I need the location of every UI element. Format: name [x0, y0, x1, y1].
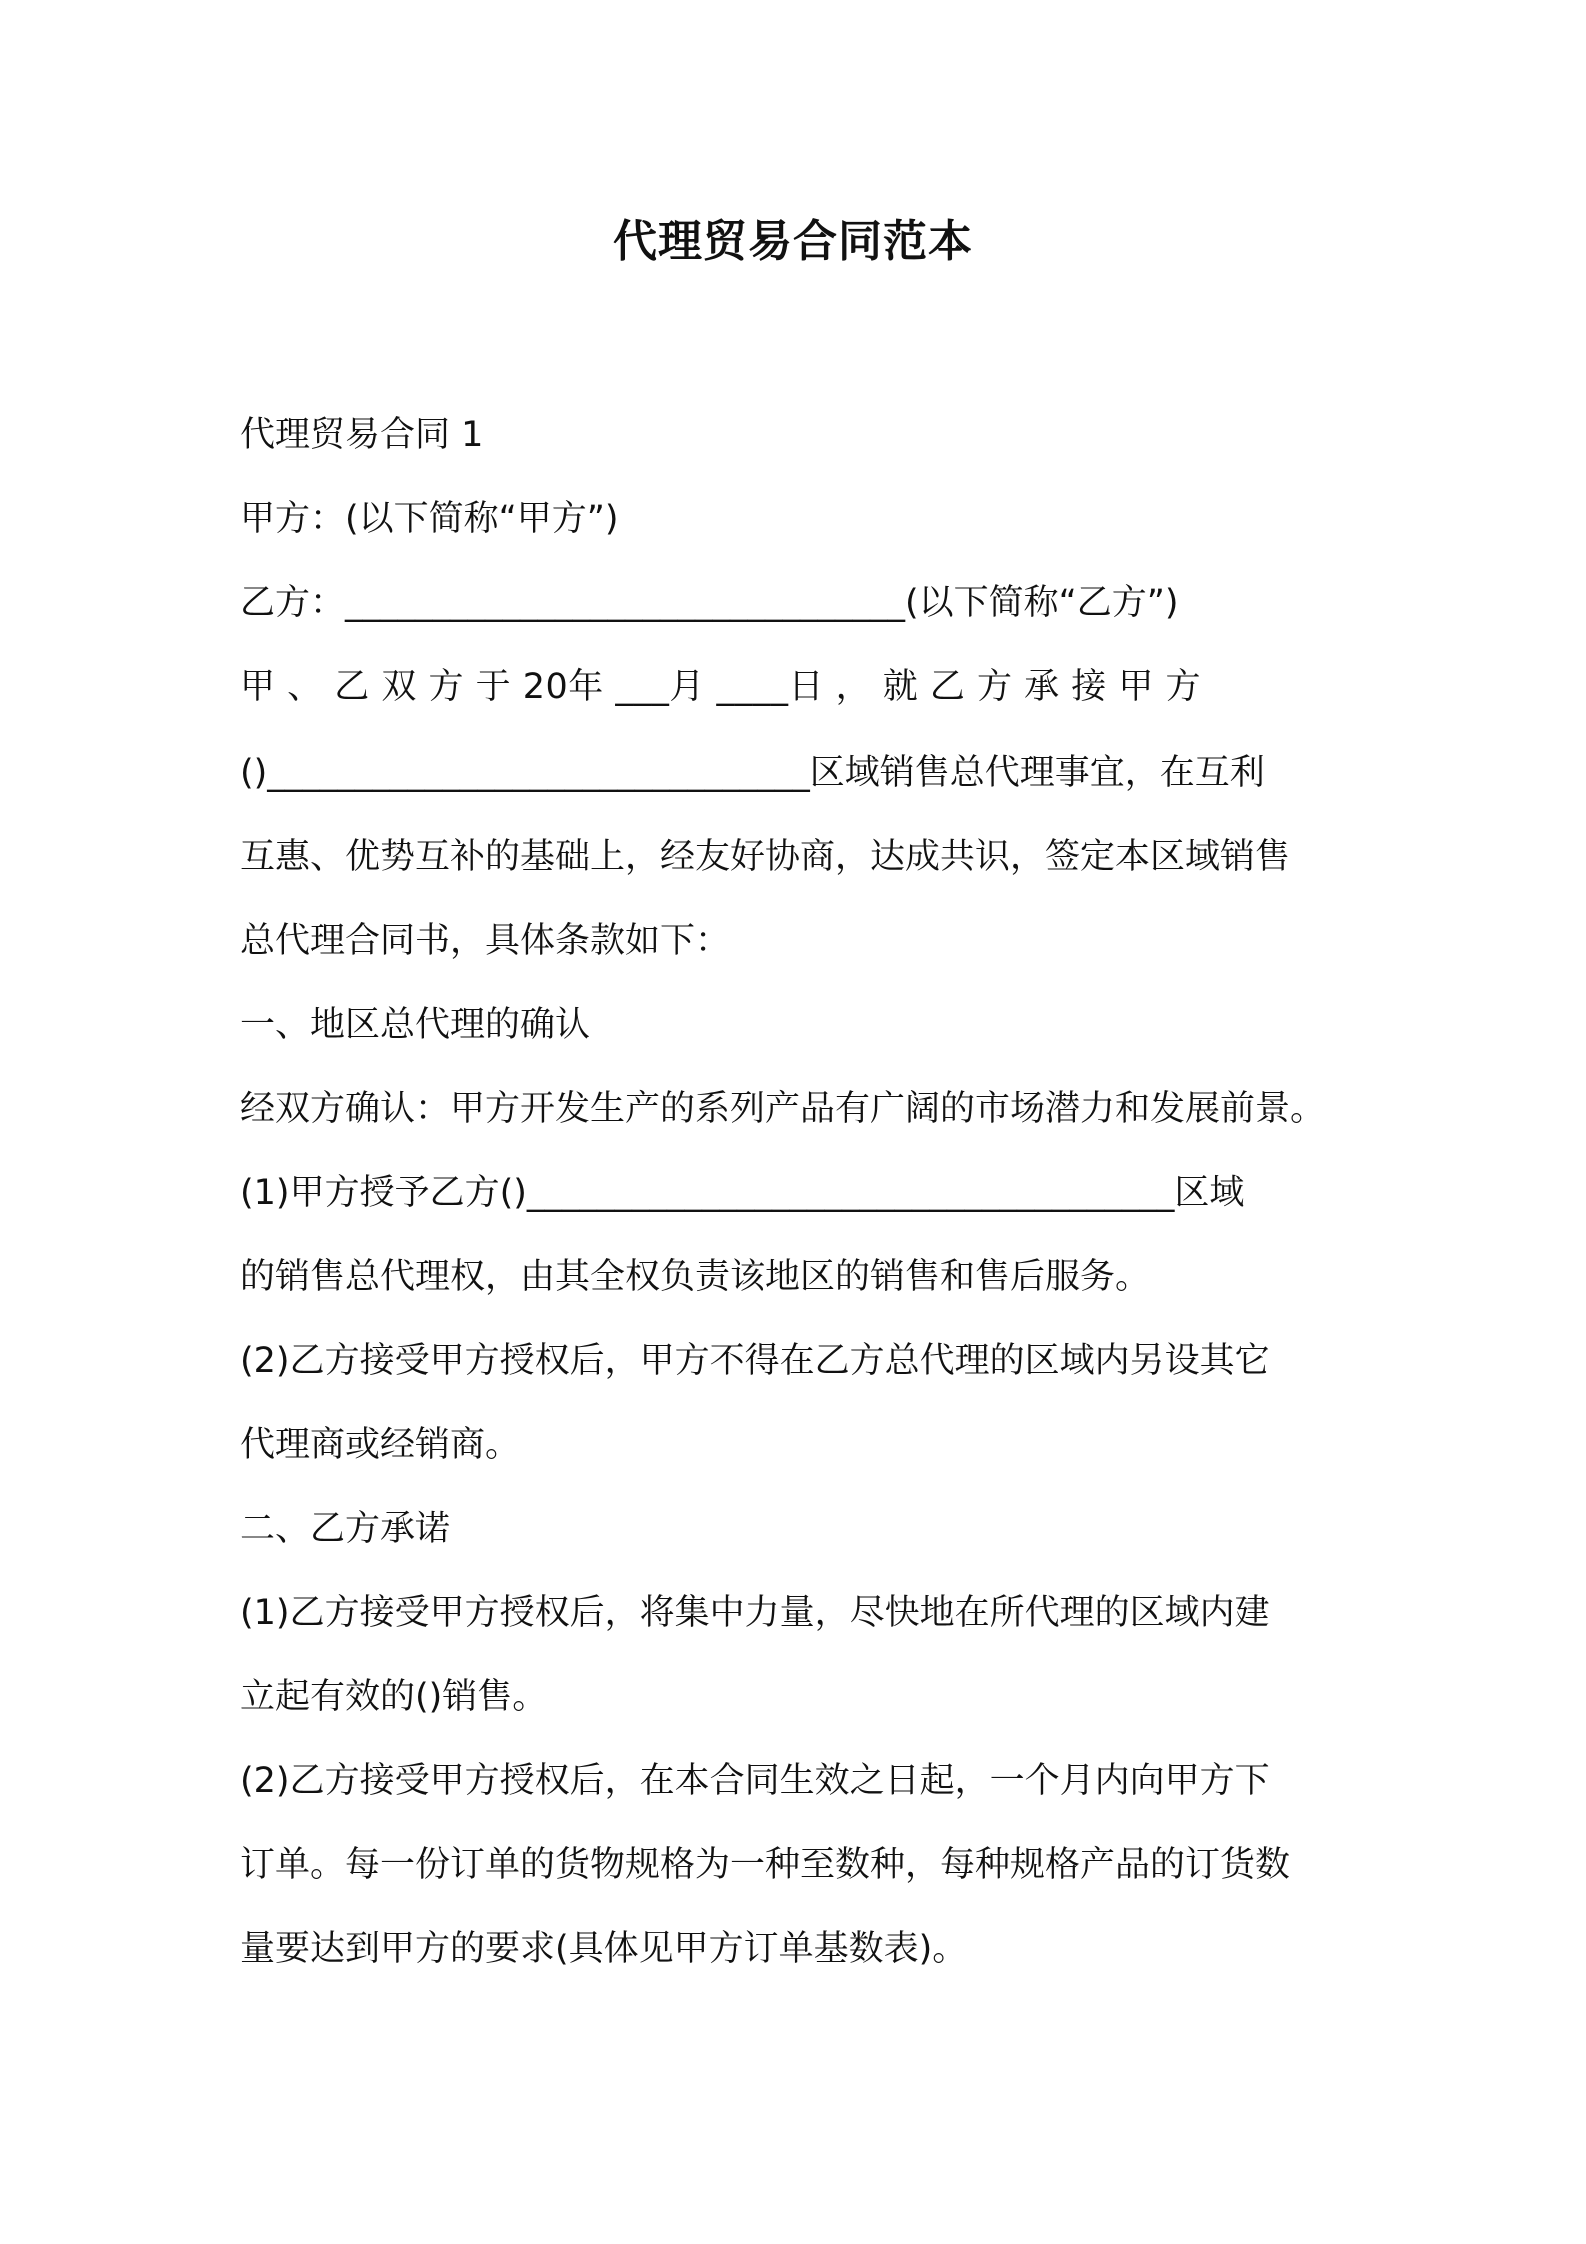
- clause-2-2-line-3: 量要达到甲方的要求(具体见甲方订单基数表)。: [240, 1929, 968, 1969]
- clause-1-1-line-2: 的销售总代理权，由其全权负责该地区的销售和售后服务。: [240, 1257, 1151, 1297]
- party-b-line: 乙方：________________________________(以下简称“乙方”): [240, 583, 1179, 623]
- intro-line-3: 互惠、优势互补的基础上，经友好协商，达成共识，签定本区域销售: [240, 837, 1291, 877]
- party-a-line: 甲方：(以下简称“甲方”): [240, 499, 619, 539]
- clause-2-1-line-2: 立起有效的()销售。: [240, 1677, 548, 1717]
- intro-line-2: ()_______________________________区域销售总代理事宜，在互利: [240, 753, 1265, 793]
- intro-line-1: 甲 、 乙 双 方 于 20年 ___月 ____日 ， 就 乙 方 承 接 甲 方: [240, 667, 1202, 707]
- intro-line-4: 总代理合同书，具体条款如下：: [240, 921, 731, 961]
- clause-2-2-line-1: (2)乙方接受甲方授权后，在本合同生效之日起，一个月内向甲方下: [240, 1761, 1270, 1801]
- section-2-heading: 二、乙方承诺: [240, 1509, 451, 1549]
- section-1-heading: 一、地区总代理的确认: [240, 1005, 591, 1045]
- clause-2-2-line-2: 订单。每一份订单的货物规格为一种至数种，每种规格产品的订货数: [240, 1845, 1291, 1885]
- document-title: 代理贸易合同范本: [613, 216, 973, 267]
- section-1-paragraph: 经双方确认：甲方开发生产的系列产品有广阔的市场潜力和发展前景。: [240, 1089, 1326, 1129]
- clause-2-1-line-1: (1)乙方接受甲方授权后，将集中力量，尽快地在所代理的区域内建: [240, 1593, 1270, 1633]
- contract-heading: 代理贸易合同 1: [240, 415, 484, 455]
- clause-1-2-line-1: (2)乙方接受甲方授权后，甲方不得在乙方总代理的区域内另设其它: [240, 1341, 1270, 1381]
- clause-1-1-line-1: (1)甲方授予乙方()_____________________________________区域: [240, 1173, 1245, 1213]
- clause-1-2-line-2: 代理商或经销商。: [240, 1425, 521, 1465]
